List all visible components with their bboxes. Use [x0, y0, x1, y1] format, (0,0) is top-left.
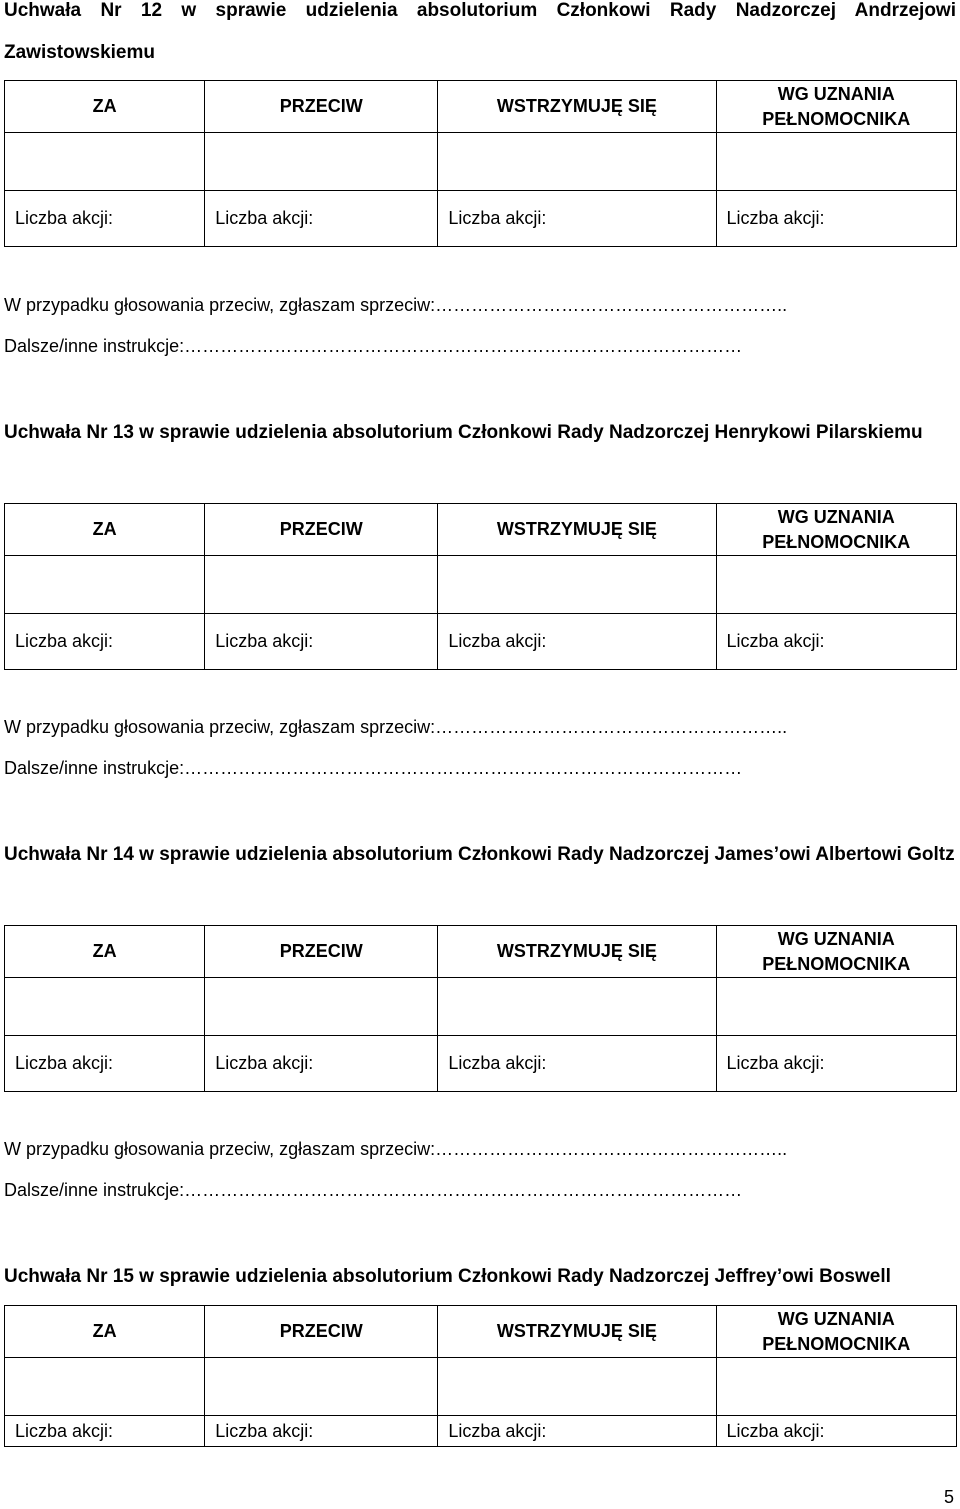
count-wstrzymuje[interactable]: Liczba akcji:	[438, 1036, 716, 1092]
notes-12	[4, 285, 956, 367]
header-wg-uznania: WG UZNANIA PEŁNOMOCNIKA	[716, 926, 957, 978]
vote-table-15	[4, 1305, 956, 1447]
vote-cell-wstrzymuje[interactable]	[438, 133, 716, 191]
notes-13	[4, 707, 956, 789]
vote-cell-wstrzymuje[interactable]	[438, 978, 716, 1036]
header-za: ZA	[5, 926, 205, 978]
count-za[interactable]: Liczba akcji:	[5, 614, 205, 670]
count-wg-uznania[interactable]: Liczba akcji:	[716, 614, 957, 670]
header-wstrzymuje: WSTRZYMUJĘ SIĘ	[438, 81, 716, 133]
count-za[interactable]: Liczba akcji:	[5, 1036, 205, 1092]
count-wg-uznania[interactable]: Liczba akcji:	[716, 1036, 957, 1092]
count-wg-uznania[interactable]: Liczba akcji:	[716, 191, 957, 247]
count-przeciw[interactable]: Liczba akcji:	[205, 614, 438, 670]
resolution-13	[4, 412, 956, 454]
header-przeciw: PRZECIW	[205, 926, 438, 978]
notes-14	[4, 1129, 956, 1211]
vote-cell-za[interactable]	[5, 556, 205, 614]
vote-table-12	[4, 80, 956, 247]
resolution-12	[4, 0, 956, 74]
header-wstrzymuje: WSTRZYMUJĘ SIĘ	[438, 1306, 716, 1358]
vote-cell-przeciw[interactable]	[205, 1358, 438, 1416]
header-za: ZA	[5, 504, 205, 556]
count-za[interactable]: Liczba akcji:	[5, 191, 205, 247]
count-przeciw[interactable]: Liczba akcji:	[205, 191, 438, 247]
vote-table-14	[4, 925, 956, 1092]
vote-cell-za[interactable]	[5, 978, 205, 1036]
header-wg-uznania: WG UZNANIA PEŁNOMOCNIKA	[716, 81, 957, 133]
objection-line[interactable]: W przypadku głosowania przeciw, zgłaszam sprzeciw:…………………………………………………..	[4, 295, 788, 315]
vote-cell-wstrzymuje[interactable]	[438, 1358, 716, 1416]
count-wstrzymuje[interactable]: Liczba akcji:	[438, 1416, 716, 1447]
resolution-title: Uchwała Nr 13 w sprawie udzielenia absolutorium Członkowi Rady Nadzorczej Henrykowi Pilarskiemu	[4, 422, 923, 443]
resolution-title: Uchwała Nr 12 w sprawie udzielenia absolutorium Członkowi Rady Nadzorczej Andrzejowi Zawistowskiemu	[4, 0, 956, 63]
header-przeciw: PRZECIW	[205, 1306, 438, 1358]
resolution-title: Uchwała Nr 14 w sprawie udzielenia absolutorium Członkowi Rady Nadzorczej James’owi Albertowi Goltz	[4, 844, 955, 865]
header-wstrzymuje: WSTRZYMUJĘ SIĘ	[438, 926, 716, 978]
count-wg-uznania[interactable]: Liczba akcji:	[716, 1416, 957, 1447]
resolution-title: Uchwała Nr 15 w sprawie udzielenia absolutorium Członkowi Rady Nadzorczej Jeffrey’owi Boswell	[4, 1266, 891, 1287]
instructions-line[interactable]: Dalsze/inne instrukcje:…………………………………………………………………………………	[4, 758, 743, 778]
vote-cell-wstrzymuje[interactable]	[438, 556, 716, 614]
count-przeciw[interactable]: Liczba akcji:	[205, 1036, 438, 1092]
count-wstrzymuje[interactable]: Liczba akcji:	[438, 191, 716, 247]
header-przeciw: PRZECIW	[205, 504, 438, 556]
count-przeciw[interactable]: Liczba akcji:	[205, 1416, 438, 1447]
vote-cell-wg-uznania[interactable]	[716, 556, 957, 614]
vote-cell-przeciw[interactable]	[205, 133, 438, 191]
count-wstrzymuje[interactable]: Liczba akcji:	[438, 614, 716, 670]
vote-table-13	[4, 503, 956, 670]
instructions-line[interactable]: Dalsze/inne instrukcje:…………………………………………………………………………………	[4, 1180, 743, 1200]
vote-cell-przeciw[interactable]	[205, 556, 438, 614]
header-za: ZA	[5, 81, 205, 133]
resolution-15	[4, 1256, 956, 1298]
vote-cell-przeciw[interactable]	[205, 978, 438, 1036]
vote-cell-wg-uznania[interactable]	[716, 1358, 957, 1416]
objection-line[interactable]: W przypadku głosowania przeciw, zgłaszam sprzeciw:…………………………………………………..	[4, 1139, 788, 1159]
header-wstrzymuje: WSTRZYMUJĘ SIĘ	[438, 504, 716, 556]
objection-line[interactable]: W przypadku głosowania przeciw, zgłaszam sprzeciw:…………………………………………………..	[4, 717, 788, 737]
header-wg-uznania: WG UZNANIA PEŁNOMOCNIKA	[716, 1306, 957, 1358]
instructions-line[interactable]: Dalsze/inne instrukcje:…………………………………………………………………………………	[4, 336, 743, 356]
vote-cell-wg-uznania[interactable]	[716, 133, 957, 191]
header-za: ZA	[5, 1306, 205, 1358]
resolution-14	[4, 834, 956, 876]
vote-cell-za[interactable]	[5, 1358, 205, 1416]
page-number: 5	[943, 1487, 954, 1507]
count-za[interactable]: Liczba akcji:	[5, 1416, 205, 1447]
header-przeciw: PRZECIW	[205, 81, 438, 133]
vote-cell-wg-uznania[interactable]	[716, 978, 957, 1036]
header-wg-uznania: WG UZNANIA PEŁNOMOCNIKA	[716, 504, 957, 556]
vote-cell-za[interactable]	[5, 133, 205, 191]
